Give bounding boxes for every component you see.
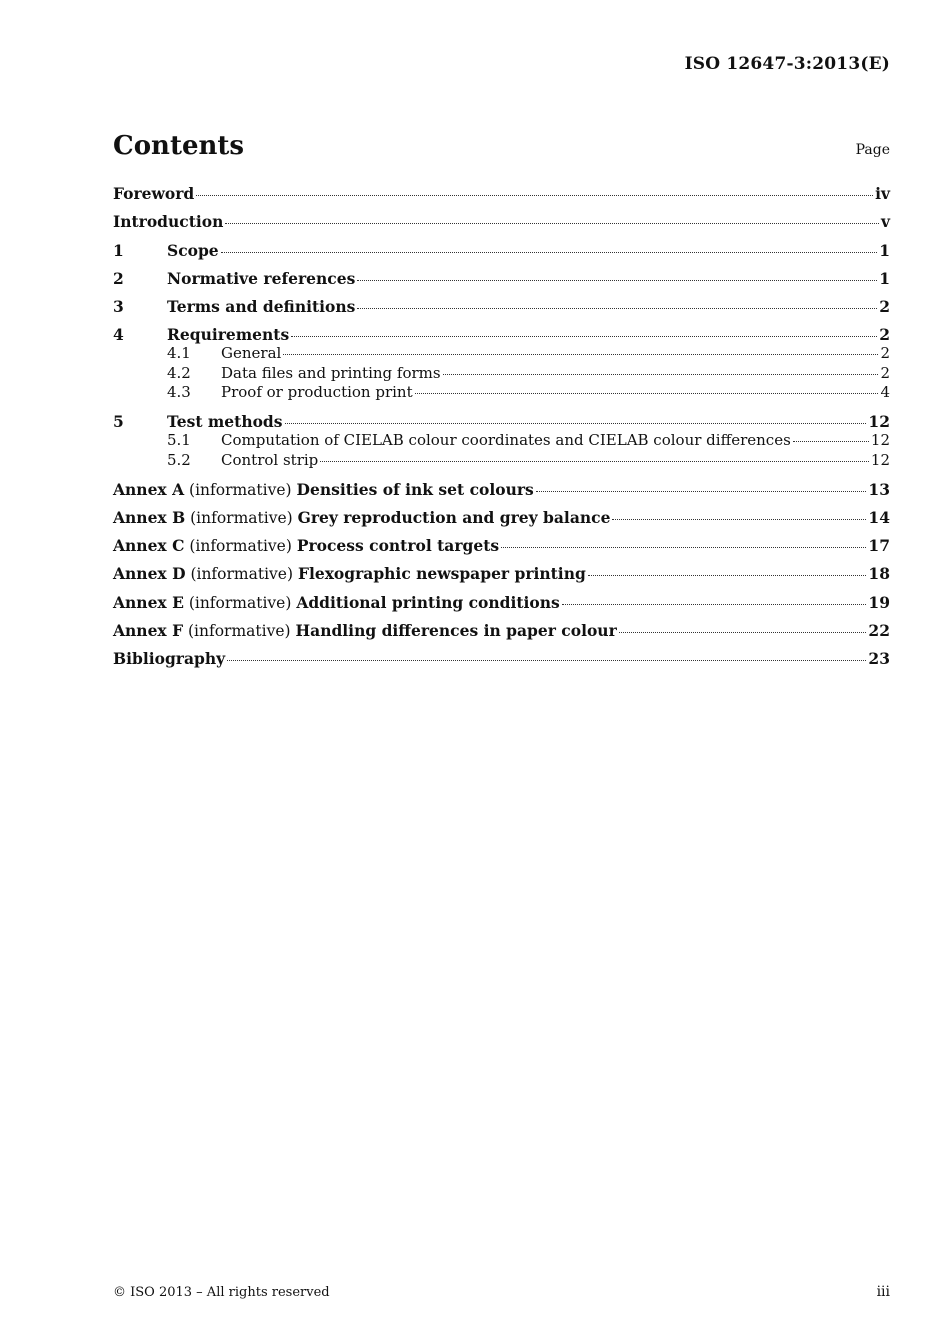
toc-page-number: v xyxy=(880,212,890,232)
toc-page-number: 4 xyxy=(880,383,890,402)
toc-entry[interactable] xyxy=(113,564,890,583)
toc-entry-label: Computation of CIELAB colour coordinates and CIELAB colour differences xyxy=(221,431,791,450)
annex-label: Annex E xyxy=(113,592,184,612)
toc-entry-label: Requirements xyxy=(167,325,290,345)
toc-page-number: 13 xyxy=(868,479,890,499)
toc-entry-label: General xyxy=(221,344,282,363)
annex-type: (informative) xyxy=(183,593,297,612)
dot-leader xyxy=(588,575,867,576)
toc-entry-title xyxy=(113,480,534,499)
toc-entry-label: Densities of ink set colours xyxy=(296,479,534,499)
annex-label: Annex F xyxy=(113,621,184,641)
page-title: Contents xyxy=(113,131,245,161)
toc-entry-title xyxy=(221,364,441,382)
annex-label: Annex A xyxy=(113,479,185,499)
annex-type: (informative) xyxy=(185,565,298,584)
toc-subentry[interactable] xyxy=(113,451,890,471)
toc-entry[interactable] xyxy=(113,212,890,231)
toc-entry-label: Foreword xyxy=(113,184,195,203)
toc-page-number: 1 xyxy=(879,240,890,260)
page-number: iii xyxy=(876,1284,890,1300)
toc-entry[interactable] xyxy=(113,184,890,203)
toc-entry-number: 4.1 xyxy=(167,344,191,363)
toc-subentry[interactable] xyxy=(113,364,890,384)
toc-entry-number: 2 xyxy=(113,268,124,288)
toc-entry[interactable] xyxy=(113,297,890,316)
toc-entry[interactable] xyxy=(113,480,890,499)
toc-entry[interactable] xyxy=(113,325,890,344)
toc-entry[interactable] xyxy=(113,269,890,288)
toc-page-number: 17 xyxy=(868,536,890,556)
toc-entry[interactable] xyxy=(113,649,890,668)
toc-entry-label: Flexographic newspaper printing xyxy=(297,564,586,584)
toc-entry-title xyxy=(167,297,355,316)
annex-label: Annex B xyxy=(113,507,186,527)
toc-page-number: 2 xyxy=(880,344,890,363)
annex-type: (informative) xyxy=(184,537,297,556)
toc-entry-label: Grey reproduction and grey balance xyxy=(297,507,611,527)
toc-entry-title xyxy=(167,412,283,431)
toc-entry-label: Additional printing conditions xyxy=(296,592,560,612)
dot-leader xyxy=(536,491,867,492)
dot-leader xyxy=(221,252,878,253)
toc-subentry[interactable] xyxy=(113,431,890,451)
toc-subentry[interactable] xyxy=(113,344,890,364)
page-column-label: Page xyxy=(855,142,890,158)
dot-leader xyxy=(225,223,879,224)
toc-entry-title xyxy=(113,621,617,640)
toc-page-number: 2 xyxy=(880,363,890,382)
toc-page-number: 12 xyxy=(870,450,890,469)
toc-entry-number: 5.1 xyxy=(167,431,191,450)
toc-entry-number: 5.2 xyxy=(167,450,191,469)
annex-label: Annex C xyxy=(113,536,185,556)
toc-entry-title xyxy=(221,431,791,449)
toc-entry-number: 4.2 xyxy=(167,363,191,382)
toc-entry-label: Proof or production print xyxy=(221,383,413,402)
toc-entry-label: Process control targets xyxy=(296,536,500,556)
toc-entry-title xyxy=(113,184,194,203)
toc-entry-title xyxy=(113,649,225,668)
toc-entry-label: Handling differences in paper colour xyxy=(295,621,617,641)
toc-entry[interactable] xyxy=(113,241,890,260)
toc-entry-title xyxy=(113,536,499,555)
toc-entry-label: Scope xyxy=(167,240,219,260)
table-of-contents xyxy=(113,184,890,668)
dot-leader xyxy=(619,632,867,633)
annex-label: Annex D xyxy=(113,564,186,584)
toc-entry-number: 5 xyxy=(113,412,124,432)
dot-leader xyxy=(612,519,866,520)
copyright-notice: © ISO 2013 – All rights reserved xyxy=(113,1285,330,1300)
toc-subentry[interactable] xyxy=(113,383,890,403)
dot-leader xyxy=(562,604,867,605)
annex-type: (informative) xyxy=(185,508,298,527)
dot-leader xyxy=(227,660,866,661)
toc-entry-title xyxy=(167,325,289,344)
toc-page-number: 12 xyxy=(868,412,890,432)
toc-page-number: 2 xyxy=(879,325,890,345)
dot-leader xyxy=(793,441,869,442)
toc-entry[interactable] xyxy=(113,412,890,431)
toc-entry[interactable] xyxy=(113,536,890,555)
annex-type: (informative) xyxy=(183,622,296,641)
toc-page-number: 1 xyxy=(879,268,890,288)
toc-entry-label: Bibliography xyxy=(113,649,226,669)
annex-type: (informative) xyxy=(184,480,297,499)
toc-entry[interactable] xyxy=(113,508,890,527)
toc-entry-title xyxy=(221,344,281,362)
toc-page-number: 19 xyxy=(868,592,890,612)
toc-page-number: 22 xyxy=(868,621,890,641)
toc-entry-number: 4 xyxy=(113,325,124,345)
toc-entry-title xyxy=(113,593,560,612)
toc-entry-title xyxy=(113,508,610,527)
dot-leader xyxy=(320,461,869,462)
toc-page-number: 18 xyxy=(868,564,890,584)
dot-leader xyxy=(283,354,878,355)
toc-entry-title xyxy=(167,269,355,288)
toc-page-number: 12 xyxy=(870,431,890,450)
dot-leader xyxy=(415,393,879,394)
dot-leader xyxy=(357,308,877,309)
toc-page-number: 23 xyxy=(868,649,890,669)
toc-entry-title xyxy=(113,212,223,231)
toc-entry-number: 3 xyxy=(113,297,124,317)
dot-leader xyxy=(501,547,866,548)
toc-page-number: 2 xyxy=(879,297,890,317)
dot-leader xyxy=(196,195,873,196)
toc-entry-label: Introduction xyxy=(113,212,224,232)
toc-entry-number: 1 xyxy=(113,240,124,260)
dot-leader xyxy=(357,280,877,281)
toc-entry-label: Test methods xyxy=(167,412,283,432)
document-id: ISO 12647-3:2013(E) xyxy=(684,54,890,74)
toc-entry-title xyxy=(221,451,318,469)
toc-entry[interactable] xyxy=(113,621,890,640)
toc-entry-label: Terms and definitions xyxy=(167,297,356,317)
dot-leader xyxy=(291,336,877,337)
toc-entry-number: 4.3 xyxy=(167,383,191,402)
toc-page-number: iv xyxy=(875,184,890,203)
toc-entry[interactable] xyxy=(113,593,890,612)
toc-entry-label: Normative references xyxy=(167,268,356,288)
toc-entry-label: Control strip xyxy=(221,450,319,469)
dot-leader xyxy=(285,423,867,424)
toc-entry-title xyxy=(167,241,219,260)
toc-entry-title xyxy=(113,564,586,583)
toc-entry-title xyxy=(221,383,413,401)
dot-leader xyxy=(443,374,879,375)
toc-page-number: 14 xyxy=(868,507,890,527)
toc-entry-label: Data files and printing forms xyxy=(221,363,441,382)
